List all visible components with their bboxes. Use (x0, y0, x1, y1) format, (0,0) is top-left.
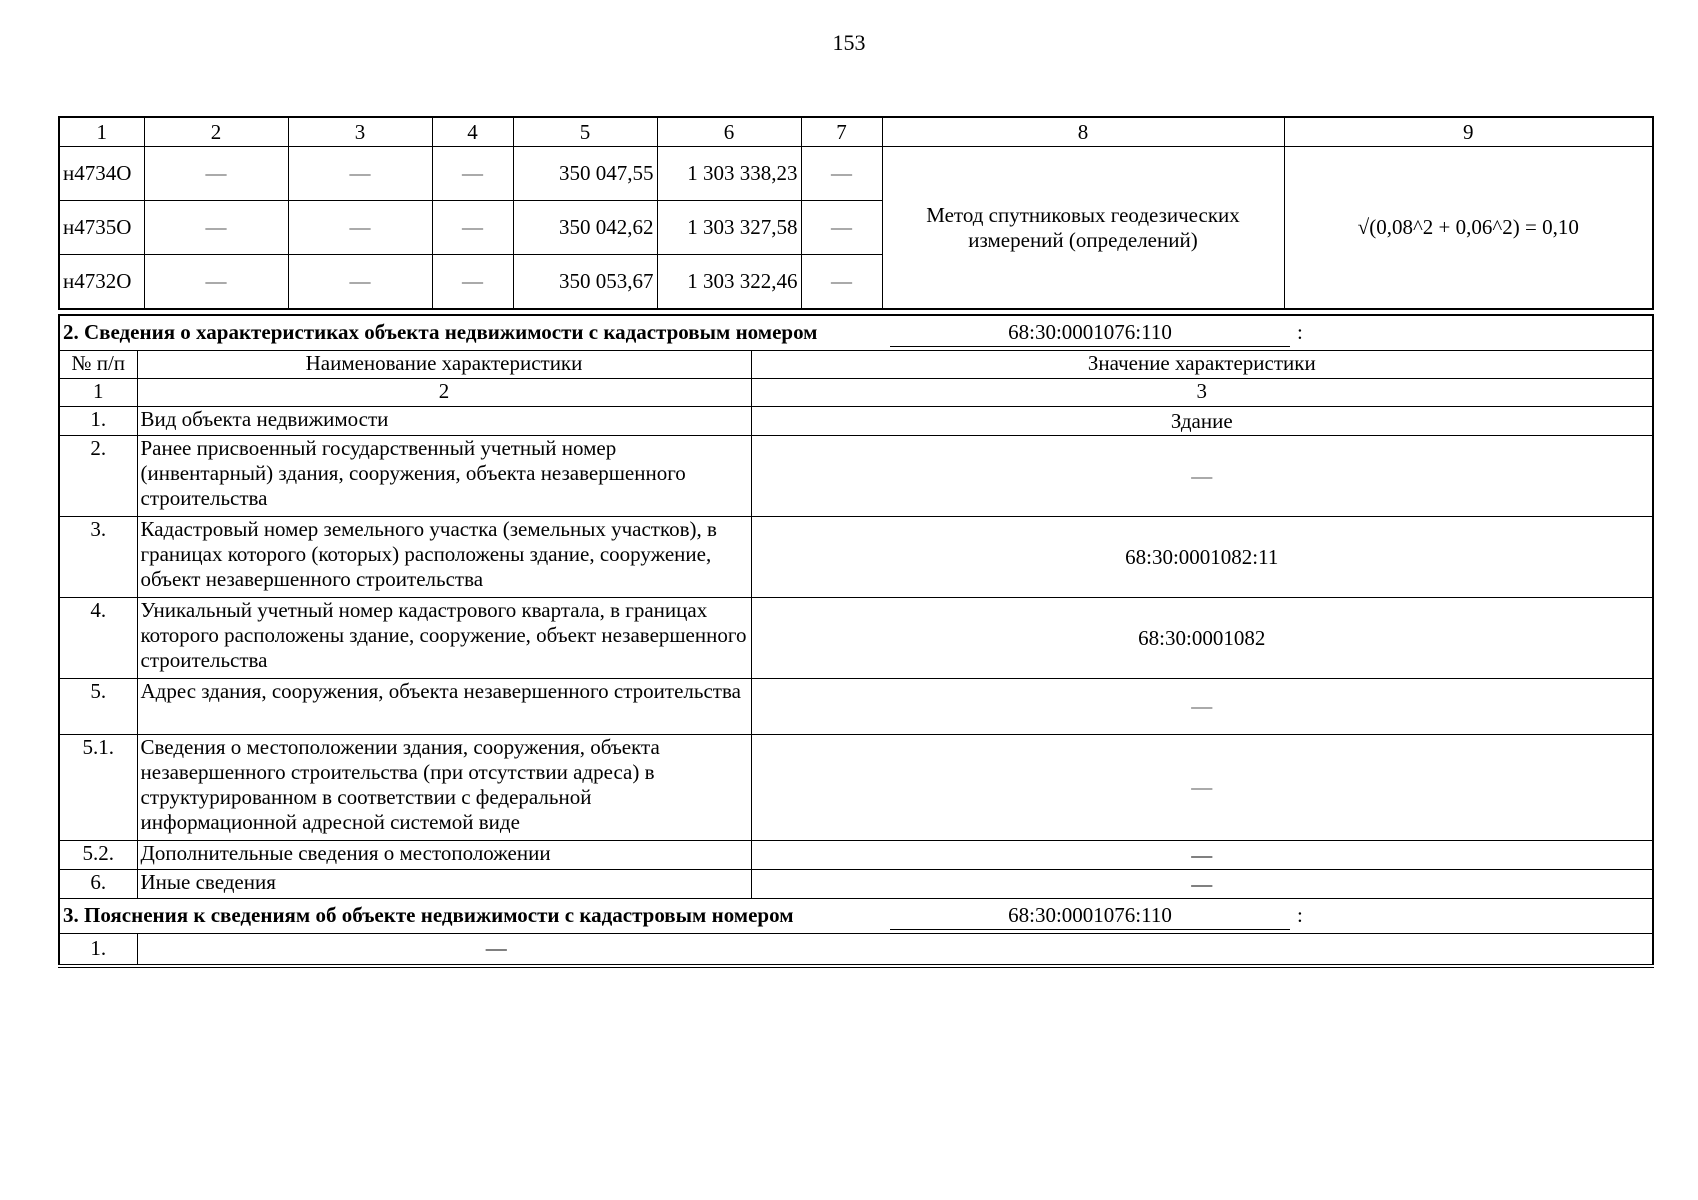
point-name: н4734О (59, 147, 144, 201)
row-number: 5.2. (59, 841, 137, 870)
empty-value: — (144, 201, 288, 255)
row-number: 4. (59, 598, 137, 679)
col-header-3: 3 (288, 117, 432, 147)
characteristic-name: Дополнительные сведения о местоположении (137, 841, 751, 870)
table-row (59, 679, 1653, 735)
row-number: 1. (59, 934, 137, 966)
header-value: Значение характеристики (751, 351, 1653, 379)
empty-value: — (432, 147, 513, 201)
characteristic-value: 68:30:0001082 (751, 598, 1653, 679)
row-number: 1. (59, 407, 137, 436)
characteristic-value: — (751, 870, 1653, 899)
empty-value: — (801, 255, 882, 310)
coordinates-table (58, 116, 1654, 310)
table-row (59, 870, 1653, 899)
section-2-title-cell (59, 315, 1653, 351)
col-header-6: 6 (657, 117, 801, 147)
method-cell: Метод спутниковых геодезических измерений (определений) (882, 147, 1284, 310)
characteristics-table (58, 314, 1654, 968)
section-2-colon: : (1297, 320, 1303, 344)
characteristic-name: Иные сведения (137, 870, 751, 899)
table-row (59, 841, 1653, 870)
point-name: н4735О (59, 201, 144, 255)
table-row (59, 407, 1653, 436)
characteristic-name: Вид объекта недвижимости (137, 407, 751, 436)
col-header-1: 1 (59, 117, 144, 147)
col-header-8: 8 (882, 117, 1284, 147)
characteristic-value: Здание (751, 407, 1653, 436)
row-number: 6. (59, 870, 137, 899)
characteristic-value: 68:30:0001082:11 (751, 517, 1653, 598)
col-header-4: 4 (432, 117, 513, 147)
x-coordinate: 350 053,67 (513, 255, 657, 310)
characteristic-name: Адрес здания, сооружения, объекта незавершенного строительства (137, 679, 751, 735)
cadastral-underline (890, 929, 1290, 930)
section-3-colon: : (1297, 903, 1303, 927)
table-row (59, 598, 1653, 679)
empty-value: — (432, 201, 513, 255)
characteristic-name: Уникальный учетный номер кадастрового квартала, в границах которого расположены здание, сооружение, объект незавершенного строительства (137, 598, 751, 679)
table-row (59, 436, 1653, 517)
explanation-cell (137, 934, 1653, 966)
x-coordinate: 350 047,55 (513, 147, 657, 201)
section-3-cadastral-number: 68:30:0001076:110 (1008, 903, 1172, 927)
column-number-1: 1 (59, 379, 137, 407)
characteristics-header-row (59, 351, 1653, 379)
column-number-3: 3 (751, 379, 1653, 407)
empty-value: — (144, 255, 288, 310)
col-header-7: 7 (801, 117, 882, 147)
empty-value: — (144, 147, 288, 201)
empty-value: — (801, 147, 882, 201)
characteristic-name: Ранее присвоенный государственный учетный номер (инвентарный) здания, сооружения, объекта незавершенного строительства (137, 436, 751, 517)
y-coordinate: 1 303 322,46 (657, 255, 801, 310)
characteristic-value: — (751, 679, 1653, 735)
row-number: 5.1. (59, 735, 137, 841)
table-row (59, 735, 1653, 841)
table-row (59, 517, 1653, 598)
section-2-title-row (59, 315, 1653, 351)
point-name: н4732О (59, 255, 144, 310)
table-row (59, 934, 1653, 966)
y-coordinate: 1 303 338,23 (657, 147, 801, 201)
y-coordinate: 1 303 327,58 (657, 201, 801, 255)
table-row (59, 147, 1653, 201)
row-number: 2. (59, 436, 137, 517)
characteristic-value: — (751, 436, 1653, 517)
col-header-2: 2 (144, 117, 288, 147)
empty-value: — (801, 201, 882, 255)
page-number: 153 (832, 30, 866, 55)
cadastral-underline (890, 346, 1290, 347)
section-2-title: 2. Сведения о характеристиках объекта недвижимости с кадастровым номером (63, 320, 818, 344)
coordinates-header-row (59, 117, 1653, 147)
characteristic-value: — (751, 841, 1653, 870)
row-number: 3. (59, 517, 137, 598)
accuracy-cell: √(0,08^2 + 0,06^2) = 0,10 (1284, 147, 1653, 310)
col-header-5: 5 (513, 117, 657, 147)
characteristic-value: — (751, 735, 1653, 841)
characteristic-name: Кадастровый номер земельного участка (земельных участков), в границах которого (которых) расположены здание, сооружение, объект незавершенного строительства (137, 517, 751, 598)
section-3-title: 3. Пояснения к сведениям об объекте недвижимости с кадастровым номером (63, 903, 794, 927)
characteristic-name: Сведения о местоположении здания, сооружения, объекта незавершенного строительства (при отсутствии адреса) в структурированном в соответствии с федеральной информационной адресной системой виде (137, 735, 751, 841)
header-number: № п/п (59, 351, 137, 379)
header-name: Наименование характеристики (137, 351, 751, 379)
empty-value: — (288, 147, 432, 201)
empty-value: — (288, 201, 432, 255)
explanation-value: — (485, 936, 507, 961)
section-3-title-cell (59, 899, 1653, 934)
x-coordinate: 350 042,62 (513, 201, 657, 255)
section-2-cadastral-number: 68:30:0001076:110 (1008, 320, 1172, 344)
column-number-row (59, 379, 1653, 407)
column-number-2: 2 (137, 379, 751, 407)
section-3-title-row (59, 899, 1653, 934)
col-header-9: 9 (1284, 117, 1653, 147)
empty-value: — (432, 255, 513, 310)
empty-value: — (288, 255, 432, 310)
row-number: 5. (59, 679, 137, 735)
